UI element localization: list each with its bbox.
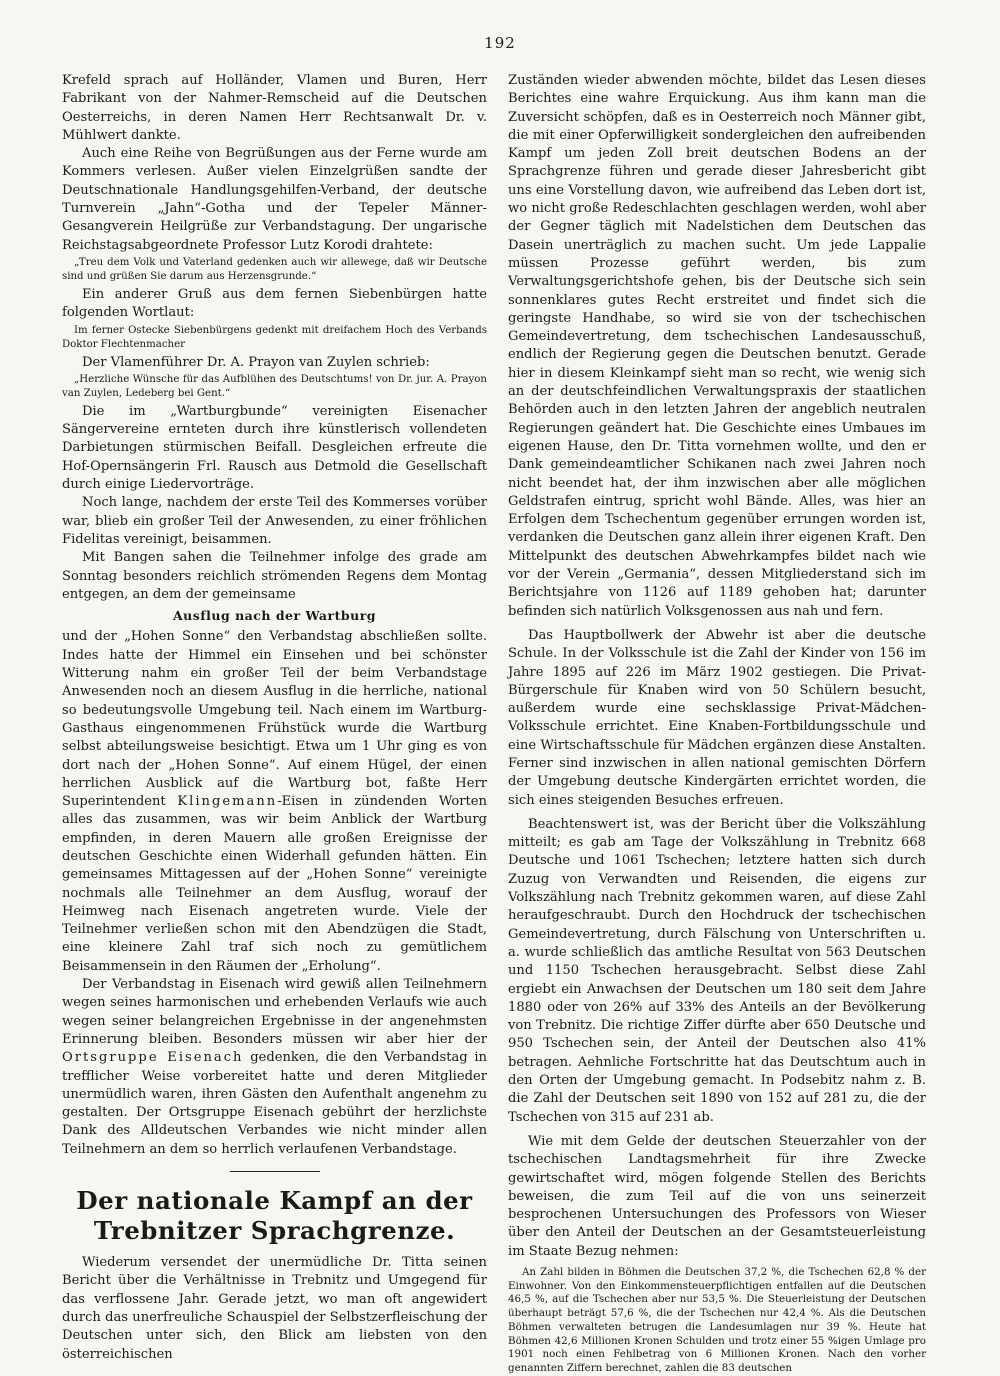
paragraph: Noch lange, nachdem der erste Teil des Kommerses vorüber war, blieb ein großer Teil der Anwesenden, zu einer fröhlichen Fidelitas vereinigt, beisammen. <box>62 495 487 547</box>
person-name: Klingemann <box>177 794 278 810</box>
text-run: und der „Hohen Sonne“ den Verbandstag abschließen sollte. Indes hatte der Himmel ein Einsehen und bei schönster Witterung nahm ein großer Teil der beim Verbandstage Anwesenden noch an diesem Ausflug in die herrliche, national so bedeutungsvolle Umgebung teil. Nach einem im Wartburg-Gasthaus eingenommenen Frühstück wurde die Wartburg selbst abteilungsweise besichtigt. Etwa um 1 Uhr ging es von dort nach der „Hohen Sonne“. Auf einem Hügel, der einen herrlichen Ausblick auf die Wartburg bot, faßte Herr Superintendent <box>62 629 487 810</box>
statistics-quote: An Zahl bilden in Böhmen die Deutschen 37,2 %, die Tschechen 62,8 % der Einwohner. Von den Einkommensteuerpflichtigen entfallen auf die Deutschen 46,5 %, auf die Tschechen aber nur 53,5 %. Die Steuerleistung der Deutschen überhaupt beträgt 57,6 %, die der Tschechen nur 42,4 %. Als die Deutschen Böhmen verwalteten betrugen die Landesumlagen nur 39 %. Heute hat Böhmen 42,6 Millionen Kronen Schulden und trotz einer 55 %igen Umlage pro 1901 noch einen Fehlbetrag von 6 Millionen Kronen. Nach den vorher genannten Ziffern berechnet, zahlen die 83 deutschen <box>508 1266 926 1374</box>
section-divider <box>230 1171 320 1172</box>
paragraph: Das Hauptbollwerk der Abwehr ist aber die deutsche Schule. In der Volksschule ist die Zahl der Kinder von 156 im Jahre 1895 auf 226 im März 1902 gestiegen. Die Privat-Bürgerschule für Knaben wird von 50 Schülern besucht, außerdem wurde eine sechsklassige Privat-Mädchen-Volksschule errichtet. Eine Knaben-Fortbildungsschule und eine Wirtschaftsschule für Mädchen ergänzen diese Anstalten. Ferner sind inzwischen in allen national gemischten Dörfern der Umgebung deutsche Kindergärten errichtet worden, die sich eines steigenden Besuches erfreuen. <box>508 627 926 808</box>
paragraph: Wiederum versendet der unermüdliche Dr. Titta seinen Bericht über die Verhältnisse in Trebnitz und Umgegend für das verflossene Jahr. Gerade jetzt, wo man oft angewidert durch das unerfreuliche Schauspiel der Selbstzerfleischung der Deutschen unter sich, den Blick am liebsten von den österreichischen <box>62 1255 487 1362</box>
text-run: -Eisen in zündenden Worten alles das zusammen, was wir beim Anblick der Wartburg empfinden, in deren Mauern alle großen Ereignisse der deutschen Geschichte einen Widerhall gefunden hätten. Ein gemeinsames Mittagessen auf der „Hohen Sonne“ vereinigte nochmals alle Teilnehmer an dem Ausflug, worauf der Heimweg nach Eisenach angetreten wurde. Viele der Teilnehmer verließen schon mit den Abendzügen die Stadt, eine kleinere Zahl traf sich noch zu gemütlichem Beisammensein in den Räumen der „Erholung“. <box>62 794 487 974</box>
subheading: Ausflug nach der Wartburg <box>172 608 377 624</box>
paragraph: Wie mit dem Gelde der deutschen Steuerzahler von der tschechischen Landtagsmehrheit für ihre Zwecke gewirtschaftet wird, mögen folgende Stellen des Berichts beweisen, die zum Teil auf die von uns seinerzeit besprochenen Untersuchungen des Professors von Wieser über den Anteil der Deutschen an der Gesamtsteuerleistung im Staate Bezug nehmen: <box>508 1133 926 1259</box>
paragraph <box>62 628 487 976</box>
right-column <box>508 72 926 1376</box>
quotation: „Herzliche Wünsche für das Aufblühen des Deutschtums! von Dr. jur. A. Prayon van Zuylen, Ledeberg bei Gent.“ <box>62 373 487 399</box>
page-number: 192 <box>484 34 516 52</box>
paragraph <box>62 976 487 1159</box>
text-run: Der Verbandstag in Eisenach wird gewiß allen Teilnehmern wegen seines harmonischen und erhebenden Verlaufs wie auch wegen seiner belangreichen Ergebnisse in der angenehmsten Erinnerung bleiben. Besonders müssen wir aber hier der <box>62 977 487 1047</box>
paragraph: Mit Bangen sahen die Teilnehmer infolge des grade am Sonntag besonders reichlich strömenden Regens dem Montag entgegen, an dem der gemeinsame <box>62 550 487 602</box>
quotation: „Treu dem Volk und Vaterland gedenken auch wir allewege, daß wir Deutsche sind und grüßen Sie darum aus Herzensgrunde.“ <box>62 256 487 282</box>
text-run: gedenken, die den Verbandstag in trefflicher Weise vorbereitet hatte und deren Mitglieder unermüdlich waren, ihren Gästen den Aufenthalt angenehm zu gestalten. Der Ortsgruppe Eisenach gebührt der herzlichste Dank des Alldeutschen Verbandes wie nicht minder allen Teilnehmern an dem so herrlich verlaufenen Verbandstage. <box>62 1050 487 1157</box>
article-title: Der nationale Kampf an der Trebnitzer Sprachgrenze. <box>76 1186 473 1246</box>
group-name: Ortsgruppe Eisenach <box>62 1050 244 1066</box>
paragraph: Ein anderer Gruß aus dem fernen Siebenbürgen hatte folgenden Wortlaut: <box>62 286 487 321</box>
paragraph: Auch eine Reihe von Begrüßungen aus der Ferne wurde am Kommers verlesen. Außer vielen Einzelgrüßen sandte der Deutschnationale Handlungsgehilfen-Verband, der deutsche Turnverein „Jahn“-Gotha und der Tepeler Männer-Gesangverein Heilgrüße zur Verbandstagung. Der ungarische Reichstagsabgeordnete Professor Lutz Korodi drahtete: <box>62 146 487 253</box>
quotation: Im ferner Ostecke Siebenbürgens gedenkt mit dreifachem Hoch des Verbands Doktor Flechtenmacher <box>62 324 487 350</box>
paragraph: Beachtenswert ist, was der Bericht über die Volkszählung mitteilt; es gab am Tage der Volkszählung in Trebnitz 668 Deutsche und 1061 Tschechen; letztere hatten sich durch Zuzug von Verwandten und Reisenden, die eigens zur Volkszählung nach Trebnitz gekommen waren, auf diese Zahl heraufgeschraubt. Durch den Hochdruck der tschechischen Gemeindevertretung, durch Fälschung von Unterschriften u. a. wurde schließlich das amtliche Resultat von 563 Deutschen und 1150 Tschechen herausgebracht. Selbst diese Zahl ergiebt ein Anwachsen der Deutschen um 180 seit dem Jahre 1880 oder von 26% auf 33% des Anteils an der Bevölkerung von Trebnitz. Die richtige Ziffer dürfte aber 650 Deutsche und 950 Tschechen sein, der Anteil der Deutschen also 41% betragen. Aehnliche Fortschritte hat das Deutschtum auch in den Orten der Umgebung gemacht. In Podsebitz nahm z. B. die Zahl der Deutschen seit 1890 von 152 auf 281 zu, die der Tschechen von 315 auf 231 ab. <box>508 816 926 1125</box>
paragraph: Krefeld sprach auf Holländer, Vlamen und Buren, Herr Fabrikant von der Nahmer-Remscheid auf die Deutschen Oesterreichs, in deren Namen Herr Rechtsanwalt Dr. v. Mühlwert dankte. <box>62 73 487 143</box>
paragraph: Die im „Wartburgbunde“ vereinigten Eisenacher Sängervereine ernteten durch ihre künstlerisch vollendeten Darbietungen stürmischen Beifall. Desgleichen erfreute die Hof-Opernsängerin Frl. Rausch aus Detmold die Gesellschaft durch einige Liedervorträge. <box>62 403 487 493</box>
paragraph: Zuständen wieder abwenden möchte, bildet das Lesen dieses Berichtes eine wahre Erquickung. Aus ihm kann man die Zuversicht schöpfen, daß es in Oesterreich noch Männer gibt, die mit einer Opferwilligkeit sondergleichen den aufreibenden Kampf um jeden Zoll breit deutschen Bodens an der Sprachgrenze führen und gerade dieser Jahresbericht gibt uns eine Vorstellung davon, wie aufreibend das Leben dort ist, wo nicht große Redeschlachten geschlagen werden, wohl aber der Gegner täglich mit Nadelstichen dem Deutschen das Dasein unerträglich zu machen sucht. Um jede Lappalie müssen Prozesse geführt werden, bis zum Verwaltungsgerichtshofe gehen, bis der Deutsche sich sein sonnenklares gutes Recht erstreitet und findet sich die geringste Handhabe, so wird sie von der tschechischen Gemeindevertretung, dem tschechischen Landesausschuß, endlich der Regierung gegen die Deutschen benutzt. Gerade hier in diesem Kleinkampf sieht man so recht, wie wenig sich an der deutschfeindlichen Verwaltungspraxis der staatlichen Behörden auch in den letzten Jahren der angeblich neutralen Regierungen geändert hat. Die Geschichte eines Umbaues im eigenen Hause, den Dr. Titta vornehmen wollte, und den er Dank gemeindeamtlicher Schikanen nach zwei Jahren noch nicht beendet hat, der ihm inzwischen aber alle möglichen Geldstrafen eintrug, spricht wohl Bände. Alles, was hier an Erfolgen dem Tschechentum gegenüber errungen worden ist, verdanken die Deutschen ganz allein ihrer eigenen Kraft. Den Mittelpunkt des deutschen Abwehrkampfes bildet nach wie vor der Verein „Germania“, dessen Mitgliederstand sich im Berichtsjahre von 1126 auf 1189 gehoben hat; darunter befinden sich natürlich Volksgenossen aus nah und fern. <box>508 73 926 619</box>
paragraph: Der Vlamenführer Dr. A. Prayon van Zuylen schrieb: <box>82 354 430 370</box>
left-column <box>62 72 487 1364</box>
